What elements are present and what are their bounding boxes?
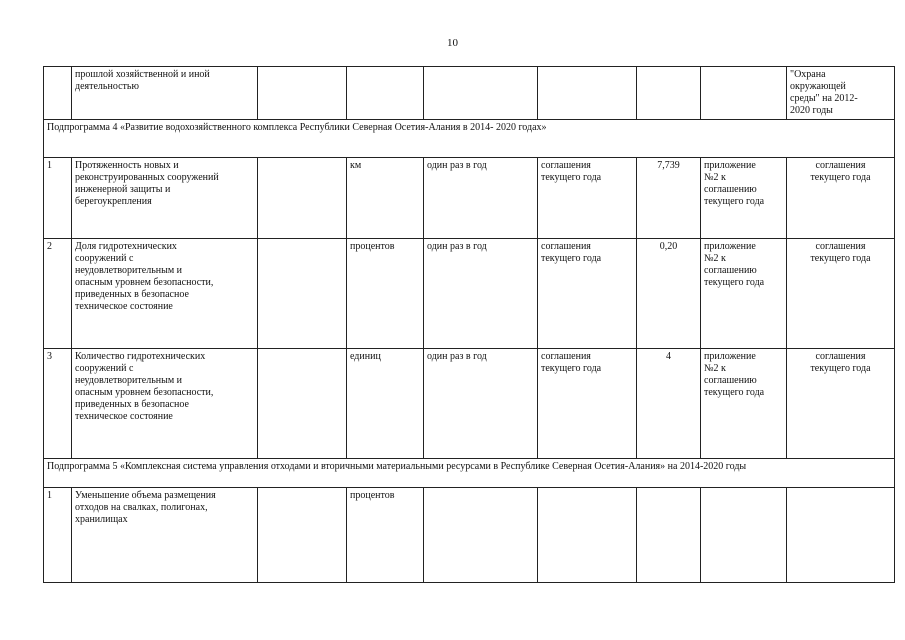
cell-basis: соглашения текущего года [787,239,895,349]
cell-source: соглашения текущего года [538,239,637,349]
cell-empty [258,239,347,349]
cell-unit: км [347,158,424,239]
cell-source: соглашения текущего года [538,158,637,239]
cell-source [538,488,637,583]
table-row [44,488,895,583]
cell-frequency: один раз в год [424,158,538,239]
cell-unit [347,67,424,120]
cell-value: 4 [637,349,701,459]
cell-basis: "Охрана окружающей среды" на 2012- 2020 годы [787,67,895,120]
cell-empty [258,67,347,120]
cell-basis [787,488,895,583]
cell-unit: процентов [347,488,424,583]
subprogram-header-row [44,459,895,488]
table-row [44,67,895,120]
cell-basis: соглашения текущего года [787,158,895,239]
cell-empty [258,349,347,459]
page-number: 10 [447,37,458,49]
cell-num [44,67,72,120]
cell-num: 2 [44,239,72,349]
cell-basis: соглашения текущего года [787,349,895,459]
cell-source: соглашения текущего года [538,349,637,459]
cell-frequency: один раз в год [424,349,538,459]
cell-num: 1 [44,488,72,583]
cell-num: 1 [44,158,72,239]
cell-doc [701,488,787,583]
cell-indicator-name: прошлой хозяйственной и иной деятельностью [72,67,258,120]
cell-indicator-name: Уменьшение объема размещения отходов на свалках, полигонах, хранилищах [72,488,258,583]
table-row [44,349,895,459]
indicators-table [43,66,895,583]
cell-source [538,67,637,120]
subprogram-4-title: Подпрограмма 4 «Развитие водохозяйственного комплекса Республики Северная Осетия-Алания в 2014- 2020 годах» [44,120,895,158]
cell-empty [258,158,347,239]
cell-doc: приложение №2 к соглашению текущего года [701,239,787,349]
cell-unit: единиц [347,349,424,459]
cell-value: 7,739 [637,158,701,239]
cell-indicator-name: Доля гидротехнических сооружений с неудовлетворительным и опасным уровнем безопасности, приведенных в безопасное техническое состояние [72,239,258,349]
cell-doc [701,67,787,120]
table-row [44,158,895,239]
subprogram-5-title: Подпрограмма 5 «Комплексная система управления отходами и вторичными материальными ресурсами в Республике Северная Осетия-Алания» на 2014-2020 годы [44,459,895,488]
cell-indicator-name: Количество гидротехнических сооружений с неудовлетворительным и опасным уровнем безопасности, приведенных в безопасное техническое состояние [72,349,258,459]
cell-empty [258,488,347,583]
cell-value [637,488,701,583]
cell-frequency [424,67,538,120]
cell-indicator-name: Протяженность новых и реконструированных сооружений инженерной защиты и берегоукрепления [72,158,258,239]
cell-unit: процентов [347,239,424,349]
subprogram-header-row [44,120,895,158]
cell-doc: приложение №2 к соглашению текущего года [701,158,787,239]
cell-doc: приложение №2 к соглашению текущего года [701,349,787,459]
cell-num: 3 [44,349,72,459]
cell-value: 0,20 [637,239,701,349]
cell-frequency: один раз в год [424,239,538,349]
cell-value [637,67,701,120]
table-row [44,239,895,349]
cell-frequency [424,488,538,583]
